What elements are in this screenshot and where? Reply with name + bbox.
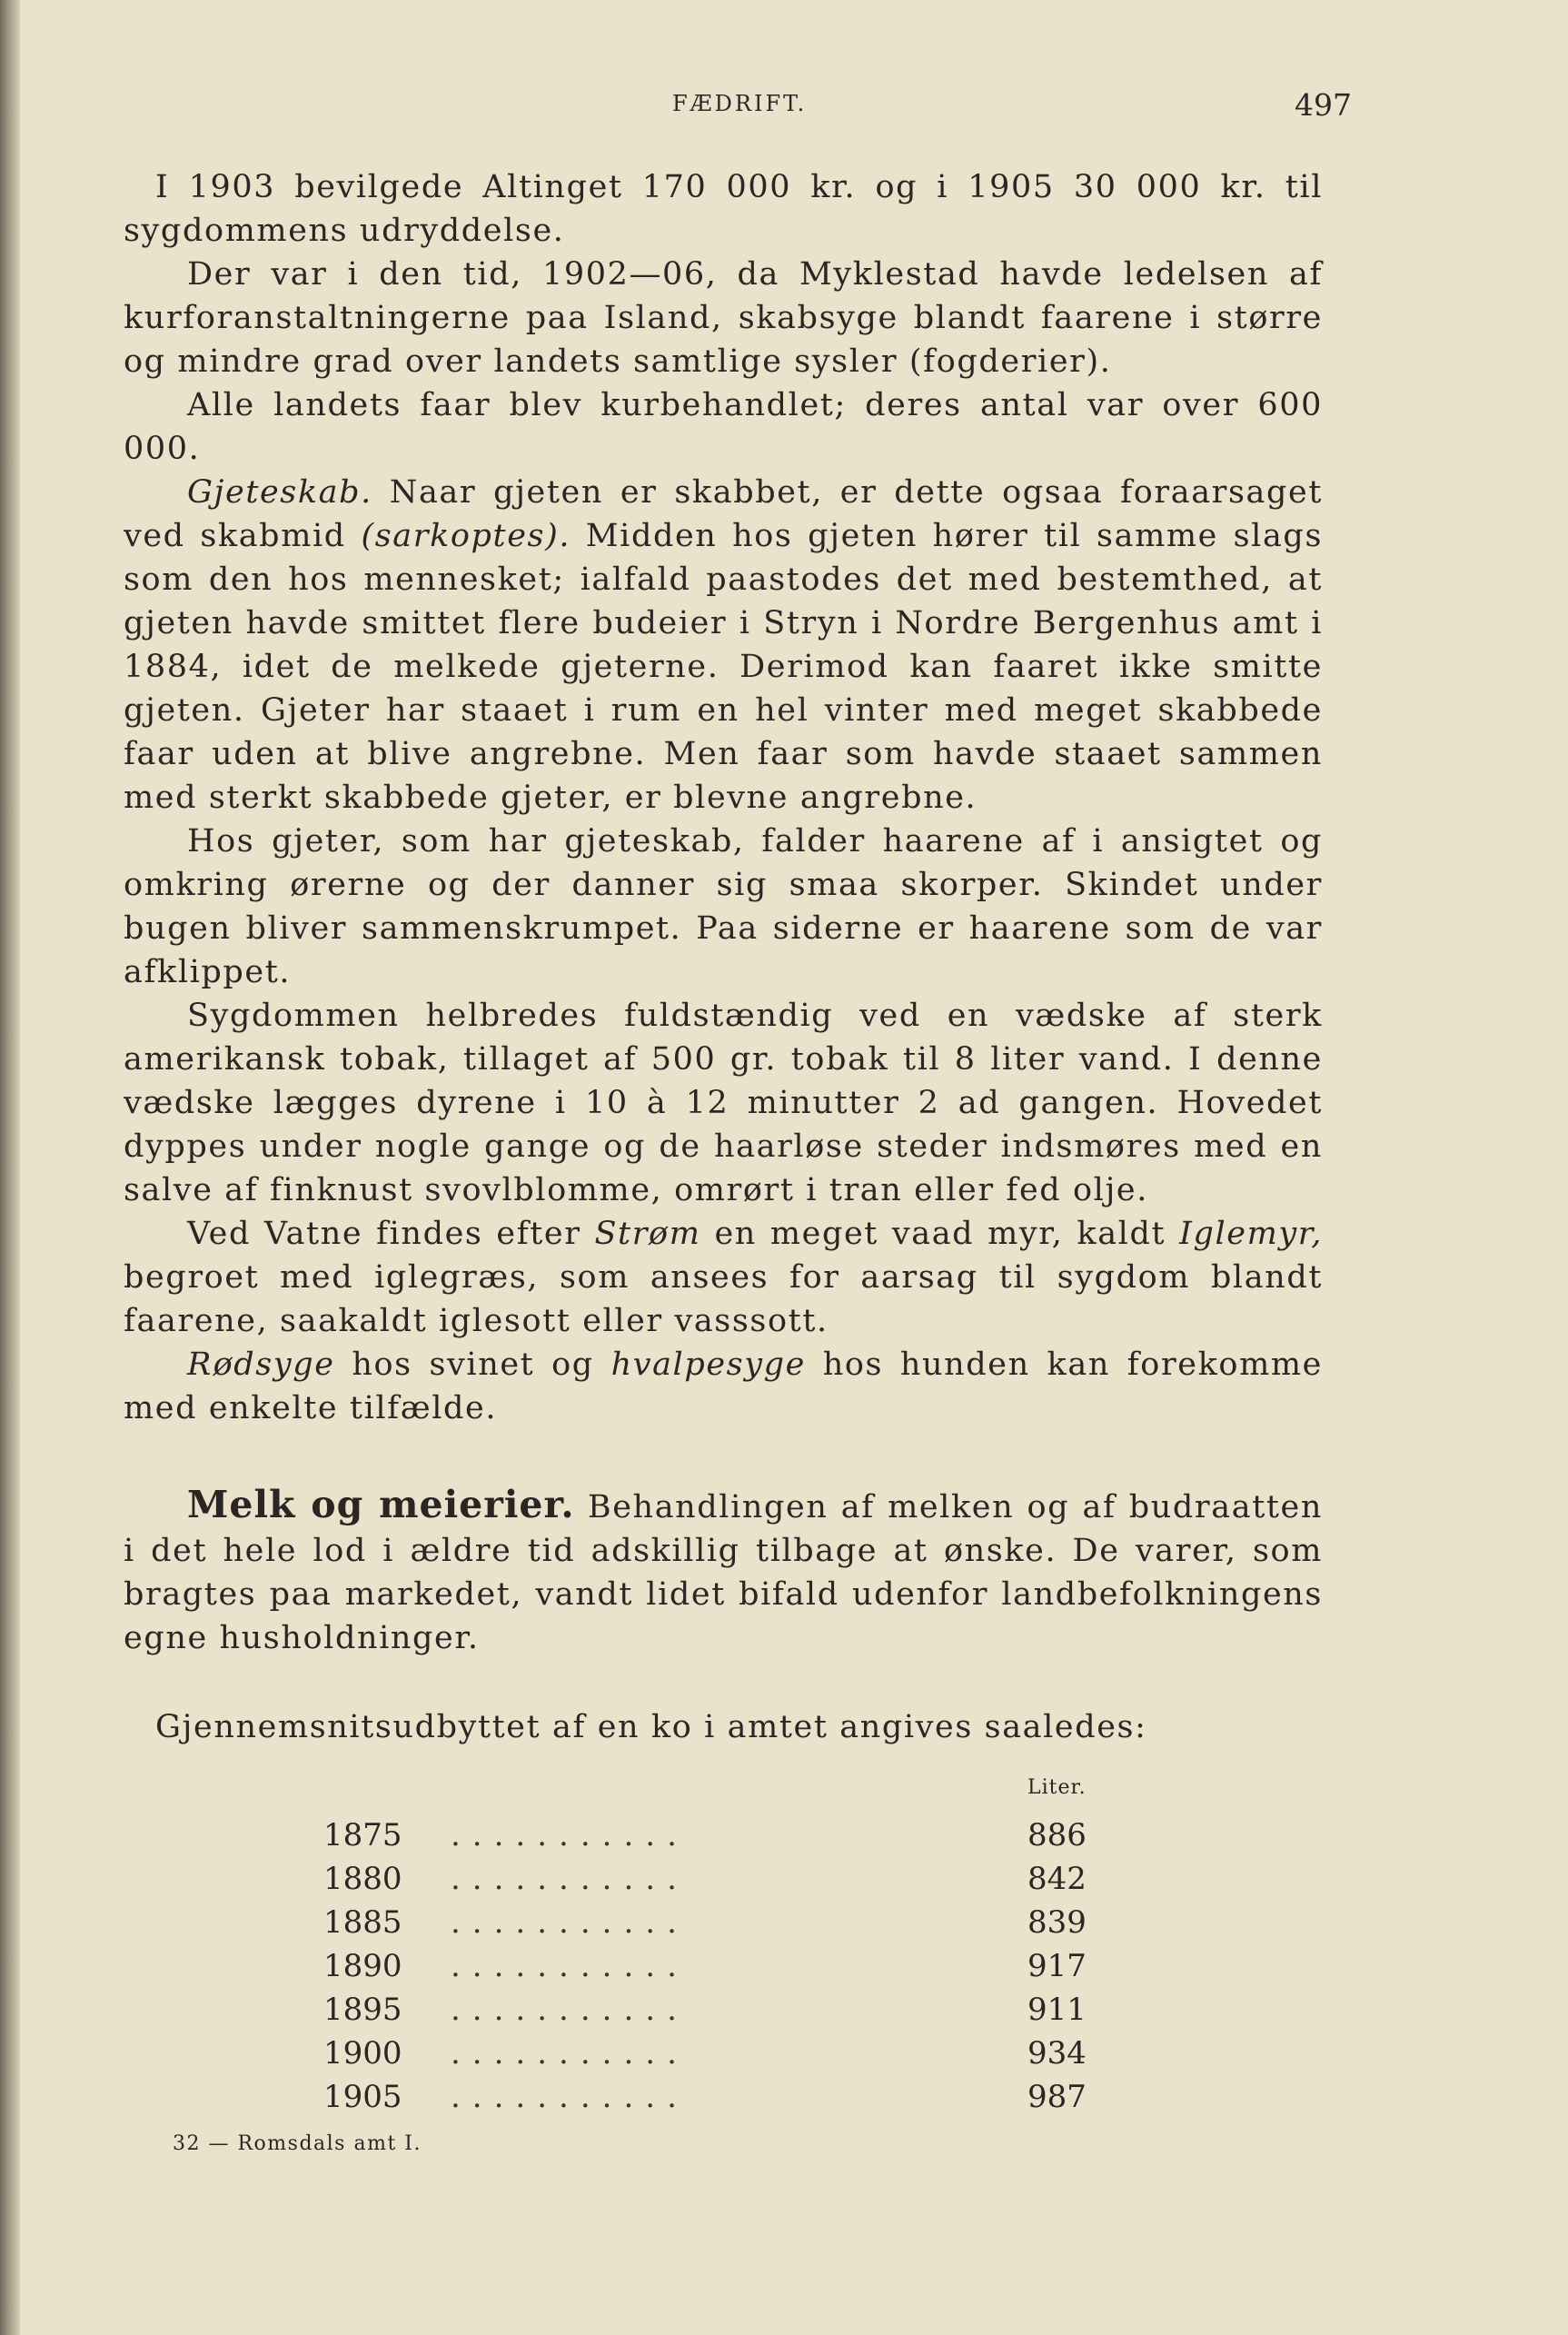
section-heading-melk: Melk og meierier. bbox=[187, 1483, 575, 1526]
iglemyr-name: Iglemyr, bbox=[1179, 1216, 1323, 1252]
sarkoptes-term: (sarkoptes). bbox=[361, 518, 571, 554]
paragraph-melk bbox=[124, 1483, 1323, 1660]
rodsyge-term: Rødsyge bbox=[187, 1346, 335, 1383]
gjeteskab-text-2: Midden hos gjeten hører til samme slags som den hos mennesket; ialfald paastodes det med bestemthed, at gjeten havde smittet flere budeier i Stryn i Nordre Bergenhus amt i 1884, idet de melkede gjeterne. Derimod kan faaret ikke smitte gjeten. Gjeter har staaet i rum en hel vinter med meget skabbede faar uden at blive angrebne. Men faar som havde staaet sammen med sterkt skabbede gjeter, er blevne angrebne. bbox=[124, 518, 1324, 816]
liters-cell: 934 bbox=[1027, 2035, 1087, 2072]
table-row bbox=[323, 1992, 1105, 2035]
page-number: 497 bbox=[1295, 87, 1352, 123]
liters-cell: 842 bbox=[1027, 1861, 1087, 1897]
signature-footer: 32 — Romsdals amt I. bbox=[173, 2132, 422, 2155]
dot-leader: ........... bbox=[451, 1861, 689, 1897]
rodsyge-text-1: hos svinet og bbox=[334, 1346, 611, 1383]
strom-name: Strøm bbox=[594, 1216, 701, 1252]
vatne-text-1: Ved Vatne findes efter bbox=[187, 1216, 595, 1252]
dot-leader: ........... bbox=[451, 2035, 689, 2072]
page-header bbox=[0, 87, 1568, 131]
gjeteskab-text-1: Naar gjeten er skabbet, er dette ogsaa foraarsaget ved skabmid bbox=[124, 474, 1323, 554]
table-intro: Gjennemsnitsudbyttet af en ko i amtet angives saaledes: bbox=[155, 1709, 1147, 1745]
table-row bbox=[323, 1948, 1105, 1992]
liters-cell: 917 bbox=[1027, 1948, 1087, 1984]
paragraph-appropriation: I 1903 bevilgede Altinget 170 000 kr. og i 1905 30 000 kr. til sygdommens udryddelse. bbox=[124, 169, 1323, 249]
table-row bbox=[323, 2035, 1105, 2079]
table-row bbox=[323, 2079, 1105, 2122]
liters-cell: 839 bbox=[1027, 1904, 1087, 1941]
melk-text: Behandlingen af melken og af budraatten i det hele lod i ældre tid adskillig tilbage at ønske. De varer, som bragtes paa markedet, vandt lidet bifald udenfor landbefolkningens egne husholdninger. bbox=[124, 1489, 1323, 1656]
dot-leader: ........... bbox=[451, 1904, 689, 1941]
liters-cell: 987 bbox=[1027, 2079, 1087, 2115]
paragraph-gjeteskab bbox=[124, 471, 1323, 820]
paragraph-treatment: Sygdommen helbredes fuldstændig ved en vædske af sterk amerikansk tobak, tillaget af 500 gr. tobak til 8 liter vand. I denne vædske lægges dyrene i 10 à 12 minutter 2 ad gangen. Hovedet dyppes under nogle gange og de haarløse steder indsmøres med en salve af finknust svovlblomme, omrørt i tran eller fed olje. bbox=[124, 998, 1323, 1208]
year-cell: 1900 bbox=[323, 2035, 402, 2072]
paragraph-symptoms: Hos gjeter, som har gjeteskab, falder haarene af i ansigtet og omkring ørerne og der danner sig smaa skorper. Skindet under bugen bliver sammenskrumpet. Paa siderne er haarene som de var afklippet. bbox=[124, 823, 1323, 990]
year-cell: 1890 bbox=[323, 1948, 402, 1984]
paragraph-sheep-count: Alle landets faar blev kurbehandlet; deres antal var over 600 000. bbox=[124, 387, 1323, 467]
dot-leader: ........... bbox=[451, 1992, 689, 2028]
book-spine bbox=[0, 0, 20, 2335]
year-cell: 1885 bbox=[323, 1904, 402, 1941]
table-row bbox=[323, 1817, 1105, 1861]
rodsyge-text-2: hos hunden kan forekomme med enkelte tilfælde. bbox=[124, 1346, 1323, 1426]
year-cell: 1895 bbox=[323, 1992, 402, 2028]
liters-cell: 886 bbox=[1027, 1817, 1087, 1853]
year-cell: 1905 bbox=[323, 2079, 402, 2115]
vatne-text-3: begroet med iglegræs, som ansees for aarsag til sygdom blandt faarene, saakaldt iglesott eller vasssott. bbox=[124, 1259, 1323, 1339]
running-head: FÆDRIFT. bbox=[672, 91, 808, 116]
vatne-text-2: en meget vaad myr, kaldt bbox=[700, 1216, 1180, 1252]
gjeteskab-lead: Gjeteskab. bbox=[187, 474, 372, 511]
liters-cell: 911 bbox=[1027, 1992, 1087, 2028]
dot-leader: ........... bbox=[451, 1948, 689, 1984]
dot-leader: ........... bbox=[451, 2079, 689, 2115]
year-cell: 1875 bbox=[323, 1817, 402, 1853]
dot-leader: ........... bbox=[451, 1817, 689, 1853]
paragraph-vatne bbox=[124, 1212, 1323, 1343]
body-text bbox=[124, 165, 1323, 1749]
year-cell: 1880 bbox=[323, 1861, 402, 1897]
hvalpesyge-term: hvalpesyge bbox=[610, 1346, 806, 1383]
paragraph-rodsyge bbox=[124, 1343, 1323, 1430]
table-row bbox=[323, 1861, 1105, 1904]
table-row bbox=[323, 1904, 1105, 1948]
unit-header: Liter. bbox=[1027, 1776, 1087, 1799]
paragraph-island: Der var i den tid, 1902—06, da Myklestad havde ledelsen af kurforanstaltningerne paa Island, skabsyge blandt faarene i større og mindre grad over landets samtlige sysler (fogderier). bbox=[124, 256, 1323, 380]
